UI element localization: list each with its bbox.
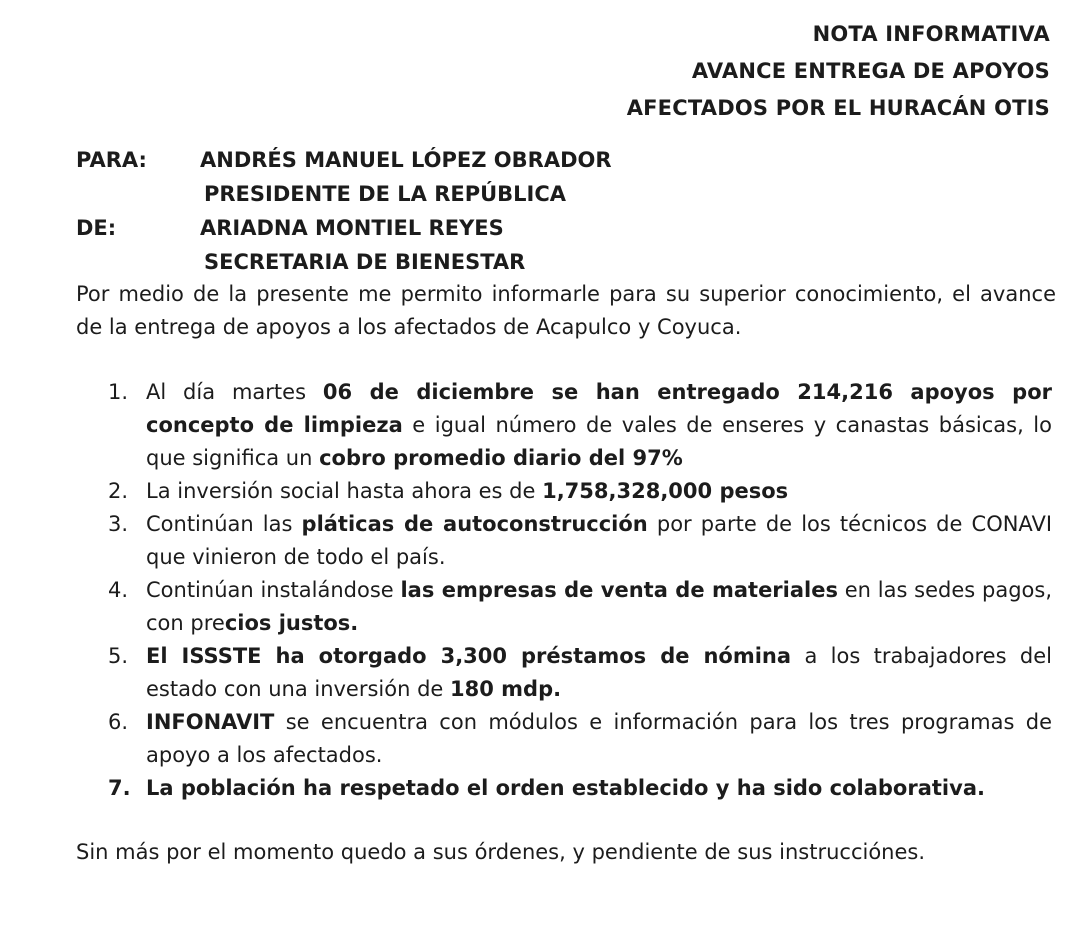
list-item: [108, 640, 1052, 706]
header-title: NOTA INFORMATIVA: [812, 22, 1050, 46]
item-number: 2.: [108, 479, 129, 503]
item-text: por parte de los técnicos de CONAVI que vinieron de todo el país.: [146, 512, 1053, 569]
de-row: [76, 211, 612, 245]
closing-paragraph: Sin más por el momento quedo a sus órdenes, y pendiente de sus instrucciónes.: [76, 840, 926, 864]
de-label: DE:: [76, 216, 117, 240]
item-text: Continúan instalándose: [146, 578, 401, 602]
header-subject: AFECTADOS POR EL HURACÁN OTIS: [626, 96, 1050, 120]
item-text: se encuentra con módulos e información para los tres programas de apoyo a los afectados.: [146, 710, 1052, 767]
item-highlight: 06 de diciembre se han entregado 214,216 apoyos por concepto de limpieza: [146, 380, 1052, 437]
intro-paragraph: Por medio de la presente me permito informarle para su superior conocimiento, el avance de la entrega de apoyos a los afectados de Acapulco y Coyuca.: [76, 282, 1056, 339]
para-row: [76, 143, 612, 177]
de-title-row: [76, 245, 612, 279]
item-number: 6.: [108, 710, 129, 734]
list-item: [108, 574, 1052, 640]
list-item: [108, 475, 1052, 508]
item-highlight: pláticas de autoconstrucción: [301, 512, 648, 536]
item-number: 1.: [108, 380, 129, 404]
item-number: 7.: [108, 776, 131, 800]
item-number: 5.: [108, 644, 129, 668]
document-header: [627, 16, 1050, 127]
para-title: PRESIDENTE DE LA REPÚBLICA: [204, 182, 567, 206]
item-text: e igual número de vales de enseres y canastas básicas, lo que significa un: [146, 413, 1052, 470]
progress-list: [108, 376, 1052, 805]
header-subtitle: AVANCE ENTREGA DE APOYOS: [691, 59, 1050, 83]
item-text: en las sedes pagos, con pre: [146, 578, 1053, 635]
item-number: 4.: [108, 578, 129, 602]
item-highlight: INFONAVIT: [146, 710, 275, 734]
item-text: La población ha respetado el orden establecido y ha sido colaborativa.: [146, 776, 985, 800]
item-highlight: cios justos.: [224, 611, 359, 635]
para-title-row: [76, 177, 612, 211]
item-number: 3.: [108, 512, 129, 536]
para-label: PARA:: [76, 148, 147, 172]
item-highlight: 1,758,328,000 pesos: [542, 479, 789, 503]
item-text: La inversión social hasta ahora es de: [146, 479, 543, 503]
de-name: ARIADNA MONTIEL REYES: [200, 216, 504, 240]
item-text: Al día martes: [146, 380, 323, 404]
item-highlight: El ISSSTE ha otorgado 3,300 préstamos de nómina: [146, 644, 792, 668]
item-highlight: 180 mdp.: [450, 677, 562, 701]
list-item: [108, 772, 1052, 805]
de-title: SECRETARIA DE BIENESTAR: [204, 250, 526, 274]
list-item: [108, 508, 1052, 574]
para-name: ANDRÉS MANUEL LÓPEZ OBRADOR: [200, 148, 612, 172]
item-text: Continúan las: [146, 512, 302, 536]
list-item: [108, 376, 1052, 475]
item-text: a los trabajadores del estado con una inversión de: [146, 644, 1052, 701]
addressing-block: [76, 143, 612, 279]
item-highlight: las empresas de venta de materiales: [400, 578, 838, 602]
list-item: [108, 706, 1052, 772]
item-highlight: cobro promedio diario del 97%: [319, 446, 683, 470]
